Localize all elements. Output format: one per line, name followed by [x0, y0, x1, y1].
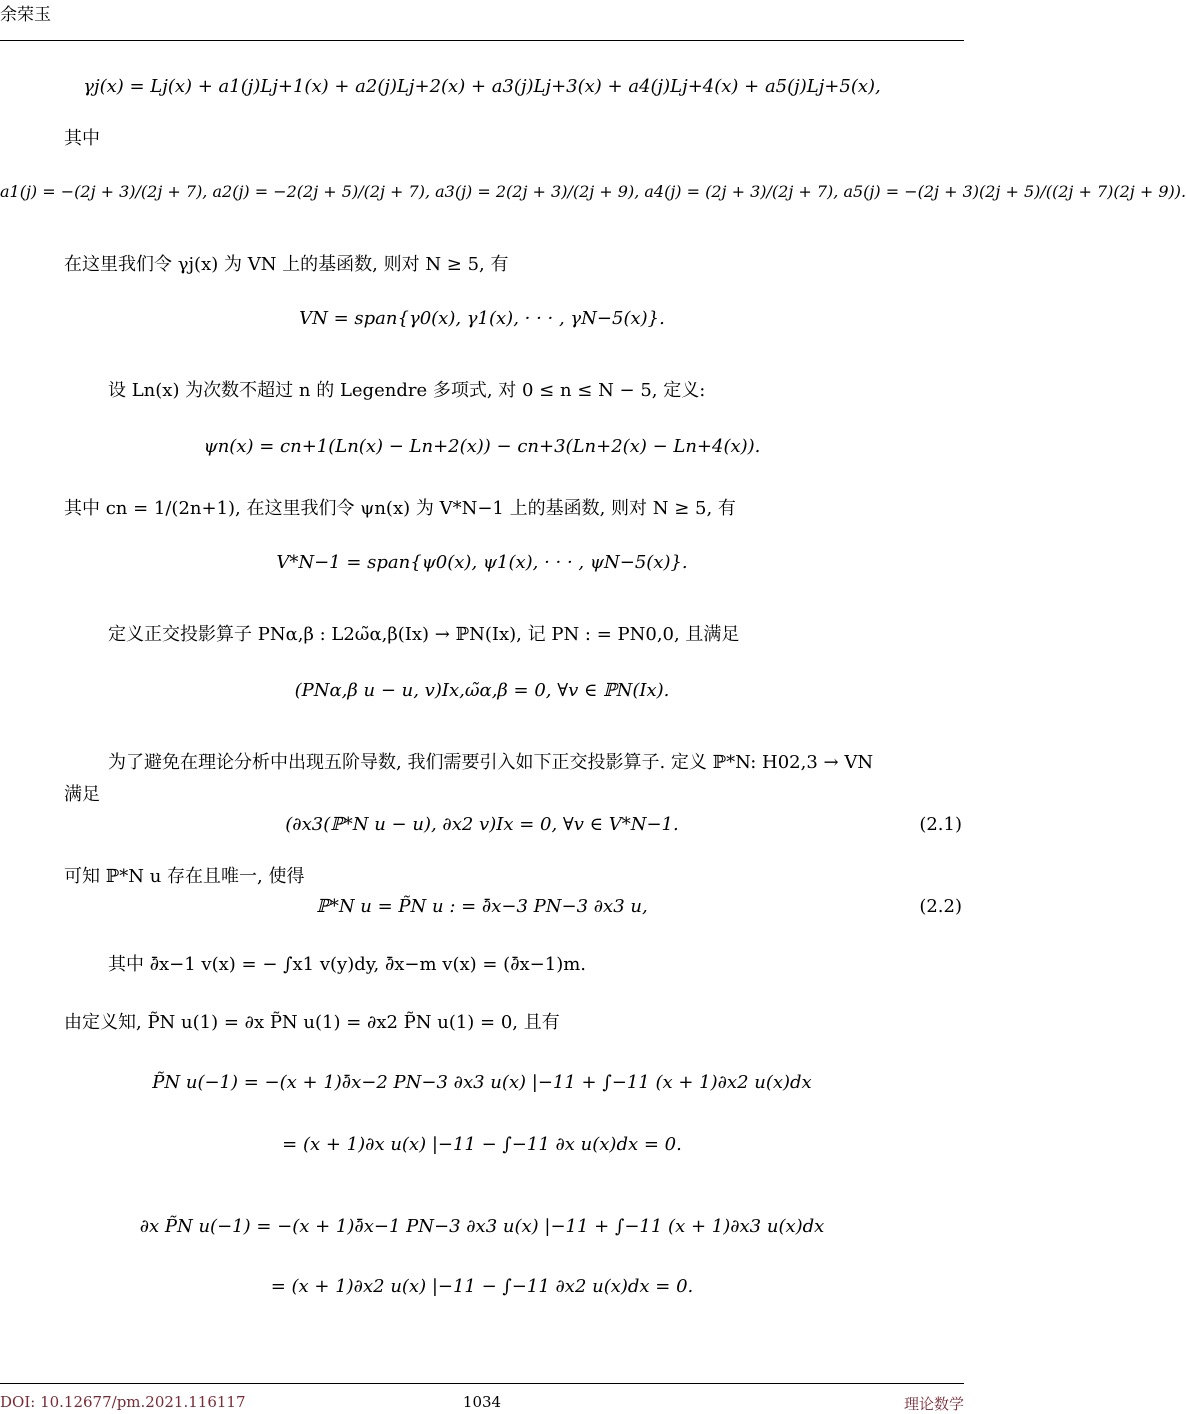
equation-gamma-basis: γj(x) = Lj(x) + a1(j)Lj+1(x) + a2(j)Lj+2(x) + a3(j)Lj+3(x) + a4(j)Lj+4(x) + a5(j)Lj+5(x), — [83, 76, 881, 97]
footer-rule — [0, 1383, 964, 1384]
equation-derivation-0b: = (x + 1)∂x u(x) |−11 − ∫−11 ∂x u(x)dx = 0. — [282, 1134, 682, 1155]
page-header-author: 余荣玉 — [0, 5, 51, 25]
paragraph-cn-def: 其中 cn = 1/(2n+1), 在这里我们令 ψn(x) 为 V*N−1 上的基函数, 则对 N ≥ 5, 有 — [64, 498, 736, 519]
equation-2-1: (∂x3(ℙ*N u − u), ∂x2 v)Ix = 0, ∀v ∈ V*N−1. — [285, 814, 679, 835]
paragraph-qizhong: 其中 — [64, 128, 100, 149]
header-rule — [0, 40, 964, 41]
equation-vstar-span: V*N−1 = span{ψ0(x), ψ1(x), · · · , ψN−5(x)}. — [276, 552, 688, 573]
equation-vn-span: VN = span{γ0(x), γ1(x), · · · , γN−5(x)}. — [299, 308, 665, 329]
equation-number-2-1: (2.1) — [919, 814, 962, 835]
paragraph-legendre: 设 Ln(x) 为次数不超过 n 的 Legendre 多项式, 对 0 ≤ n ≤ N − 5, 定义: — [108, 380, 706, 401]
paragraph-avoid-line1: 为了避免在理论分析中出现五阶导数, 我们需要引入如下正交投影算子. 定义 ℙ*N: H02,3 → VN — [108, 752, 874, 773]
footer-page-number: 1034 — [462, 1393, 502, 1411]
equation-psi: ψn(x) = cn+1(Ln(x) − Ln+2(x)) − cn+3(Ln+2(x) − Ln+4(x)). — [203, 436, 761, 457]
equation-number-2-2: (2.2) — [919, 896, 962, 917]
footer-doi: DOI: 10.12677/pm.2021.116117 — [0, 1393, 246, 1411]
equation-derivation-1a: ∂x P̃N u(−1) = −(x + 1)∂̄x−1 PN−3 ∂x3 u(x) |−11 + ∫−11 (x + 1)∂x3 u(x)dx — [139, 1216, 825, 1237]
paragraph-boundary: 由定义知, P̃N u(1) = ∂x P̃N u(1) = ∂x2 P̃N u(1) = 0, 且有 — [64, 1012, 560, 1033]
equation-derivation-0a: P̃N u(−1) = −(x + 1)∂̄x−2 PN−3 ∂x3 u(x) |−11 + ∫−11 (x + 1)∂x2 u(x)dx — [152, 1072, 812, 1093]
equation-derivation-1b: = (x + 1)∂x2 u(x) |−11 − ∫−11 ∂x2 u(x)dx = 0. — [270, 1276, 694, 1297]
equation-2-2: ℙ*N u = P̃N u : = ∂̄x−3 PN−3 ∂x3 u, — [316, 896, 648, 917]
paragraph-existence: 可知 ℙ*N u 存在且唯一, 使得 — [64, 866, 305, 887]
footer-journal: 理论数学 — [903, 1395, 964, 1413]
paragraph-avoid-line2: 满足 — [64, 784, 100, 805]
paragraph-projection-def: 定义正交投影算子 PNα,β : L2ω̃α,β(Ix) → ℙN(Ix), 记 PN : = PN0,0, 且满足 — [108, 624, 740, 645]
paragraph-basis-vn: 在这里我们令 γj(x) 为 VN 上的基函数, 则对 N ≥ 5, 有 — [64, 254, 509, 275]
equation-coefficients: a1(j) = −(2j + 3)/(2j + 7), a2(j) = −2(2j + 5)/(2j + 7), a3(j) = 2(2j + 3)/(2j + 9), a4(j) = (2j + 3)/(2j + 7), a5(j) = −(2j + 3)(2j + 5)/((2j + 7)(2j + 9)). — [0, 182, 1186, 201]
equation-projection: (PNα,β u − u, v)Ix,ω̃α,β = 0, ∀v ∈ ℙN(Ix). — [294, 680, 670, 701]
paragraph-integral-op: 其中 ∂̄x−1 v(x) = − ∫x1 v(y)dy, ∂̄x−m v(x) = (∂̄x−1)m. — [108, 954, 587, 975]
